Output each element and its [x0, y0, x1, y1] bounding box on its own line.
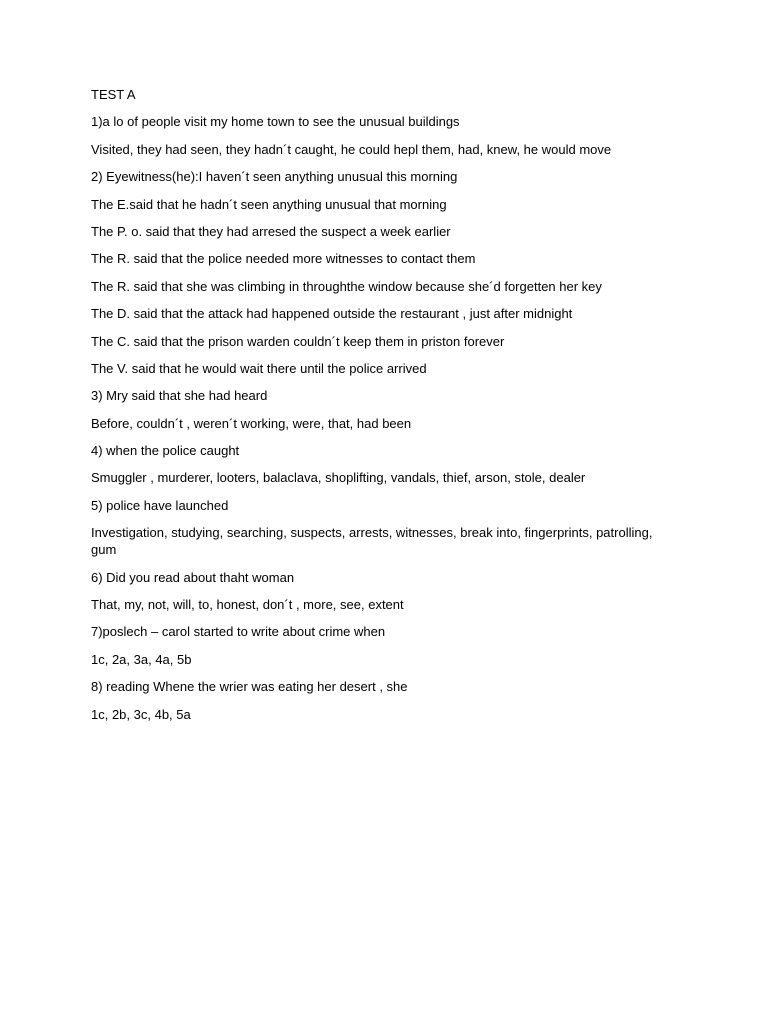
answer-1: Visited, they had seen, they hadn´t caught, he could hepl them, had, knew, he would move — [91, 141, 612, 157]
question-3: 3) Mry said that she had heard — [91, 388, 268, 404]
question-2: 2) Eyewitness(he):I haven´t seen anything unusual this morning — [91, 169, 458, 185]
answer-5: Investigation, studying, searching, suspects, arrests, witnesses, break into, fingerprints, patrolling, gum — [91, 525, 653, 558]
answer-2-line-5: The D. said that the attack had happened outside the restaurant , just after midnight — [91, 306, 573, 322]
question-5: 5) police have launched — [91, 497, 229, 513]
answer-6: That, my, not, will, to, honest, don´t , more, see, extent — [91, 597, 404, 613]
answer-7: 1c, 2a, 3a, 4a, 5b — [91, 651, 192, 667]
question-4: 4) when the police caught — [91, 443, 240, 459]
answer-2-line-3: The R. said that the police needed more witnesses to contact them — [91, 251, 476, 267]
answer-2-line-1: The E.said that he hadn´t seen anything unusual that morning — [91, 196, 447, 212]
answer-2-line-7: The V. said that he would wait there until the police arrived — [91, 360, 427, 376]
question-8: 8) reading Whene the wrier was eating her desert , she — [91, 679, 408, 695]
answer-4: Smuggler , murderer, looters, balaclava, shoplifting, vandals, thief, arson, stole, dealer — [91, 470, 586, 486]
answer-2-line-6: The C. said that the prison warden couldn´t keep them in priston forever — [91, 333, 505, 349]
answer-2-line-2: The P. o. said that they had arresed the suspect a week earlier — [91, 223, 451, 239]
answer-8: 1c, 2b, 3c, 4b, 5a — [91, 706, 191, 722]
document-title: TEST A — [91, 87, 136, 102]
question-7: 7)poslech – carol started to write about crime when — [91, 624, 386, 640]
answer-2-line-4: The R. said that she was climbing in throughthe window because she´d forgetten her key — [91, 278, 602, 294]
question-6: 6) Did you read about thaht woman — [91, 569, 295, 585]
document-body — [91, 86, 671, 733]
question-1: 1)a lo of people visit my home town to see the unusual buildings — [91, 114, 460, 130]
answer-3: Before, couldn´t , weren´t working, were, that, had been — [91, 415, 412, 431]
